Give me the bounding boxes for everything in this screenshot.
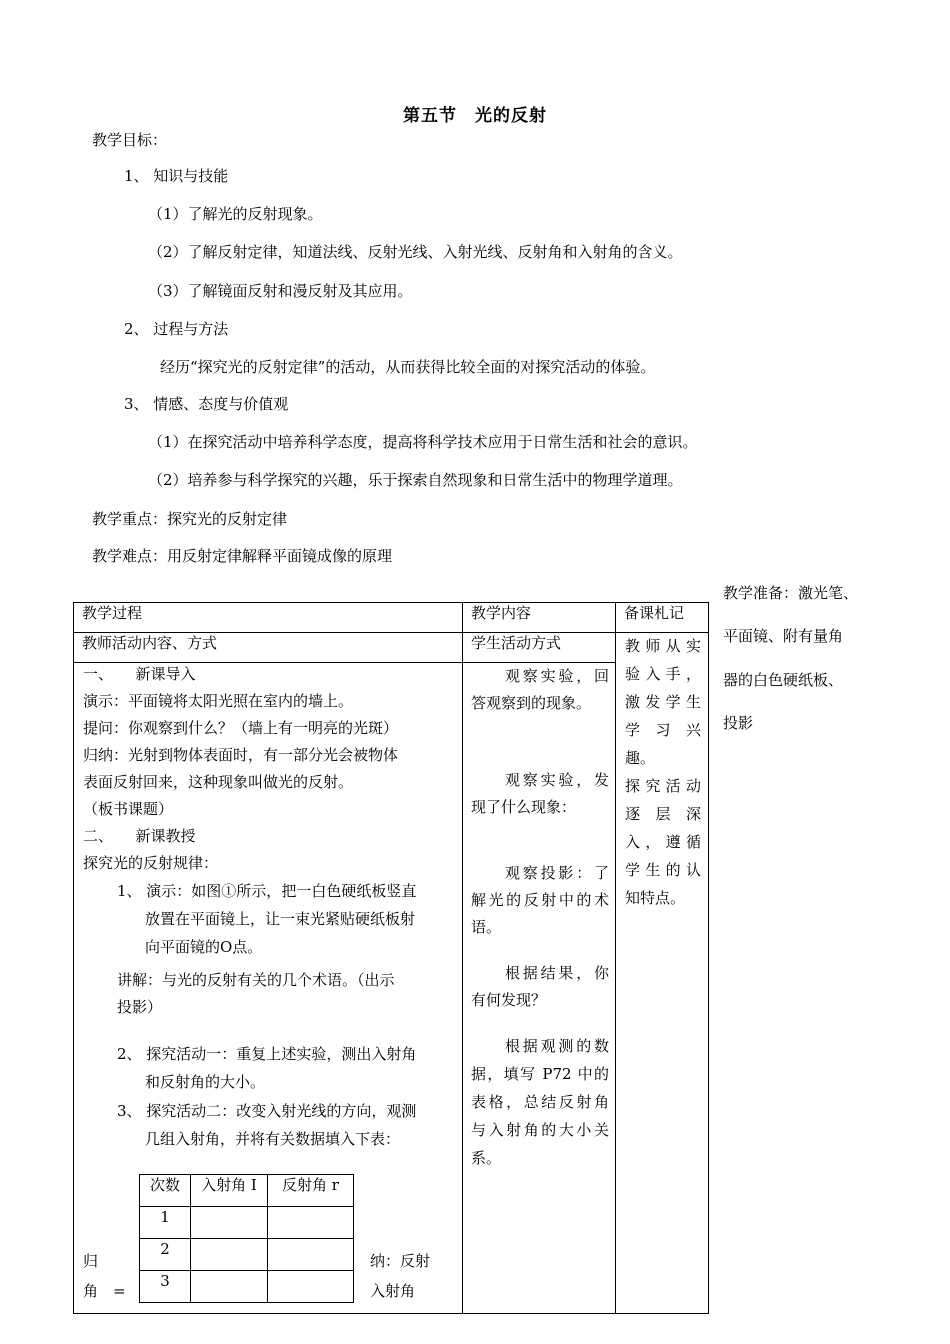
student-line: 语。 bbox=[471, 918, 502, 936]
teacher-line: 放置在平面镜上，让一束光紧贴硬纸板射 bbox=[145, 910, 416, 928]
student-line: 现了什么现象： bbox=[471, 798, 577, 816]
data-cell-empty bbox=[191, 1271, 268, 1303]
data-cell-empty bbox=[268, 1271, 354, 1303]
page-title: 第五节 光的反射 bbox=[403, 106, 547, 126]
teacher-line: 几组入射角，并将有关数据填入下表： bbox=[145, 1130, 401, 1148]
knowledge-item-3: （3）了解镜面反射和漫反射及其应用。 bbox=[148, 282, 413, 300]
notes-cell bbox=[616, 633, 709, 1314]
student-line: 答观察到的现象。 bbox=[471, 694, 592, 712]
teacher-line: 1、 演示：如图①所示，把一白色硬纸板竖直 bbox=[117, 882, 417, 900]
teacher-line: 演示：平面镜将太阳光照在室内的墙上。 bbox=[83, 692, 354, 710]
data-header-incidence: 入射角 I bbox=[191, 1175, 268, 1207]
teacher-line: 向平面镜的O点。 bbox=[145, 938, 263, 956]
note-line: 激发学生 bbox=[625, 693, 701, 711]
knowledge-item-1: （1）了解光的反射现象。 bbox=[148, 205, 323, 223]
subheader-student: 学生活动方式 bbox=[463, 633, 616, 663]
note-line: 知特点。 bbox=[625, 889, 686, 907]
student-line: 观察投影：了 bbox=[505, 864, 609, 882]
note-line: 入，遵循 bbox=[625, 833, 701, 851]
emotion-heading: 3、 情感、态度与价值观 bbox=[124, 395, 289, 413]
header-notes: 备课札记 bbox=[616, 603, 709, 633]
note-line: 验入手， bbox=[625, 665, 701, 683]
emotion-item-1: （1）在探究活动中培养科学态度，提高将科学技术应用于日常生活和社会的意识。 bbox=[148, 433, 698, 451]
data-cell-empty bbox=[191, 1207, 268, 1239]
conclusion-right: 纳：反射 bbox=[370, 1252, 431, 1270]
process-heading: 2、 过程与方法 bbox=[124, 320, 229, 338]
data-row-number: 1 bbox=[140, 1207, 191, 1239]
subheader-teacher: 教师活动内容、方式 bbox=[74, 633, 463, 663]
student-line: 观察实验，回 bbox=[505, 667, 609, 685]
teacher-line: 和反射角的大小。 bbox=[145, 1073, 266, 1091]
data-row-number: 2 bbox=[140, 1239, 191, 1271]
student-line: 与入射角的大小关 bbox=[471, 1121, 609, 1139]
key-point: 教学重点：探究光的反射定律 bbox=[92, 510, 288, 528]
prep-line-2: 平面镜、附有量角 bbox=[723, 627, 844, 645]
data-cell-empty bbox=[191, 1239, 268, 1271]
student-line: 根据观测的数 bbox=[505, 1037, 609, 1055]
prep-line-3: 器的白色硬纸板、 bbox=[723, 671, 844, 689]
conclusion-left: 归 bbox=[83, 1252, 99, 1270]
student-line: 观察实验，发 bbox=[505, 771, 609, 789]
note-line: 学习兴 bbox=[625, 721, 701, 739]
prep-line-4: 投影 bbox=[723, 714, 754, 732]
student-line: 据，填写 P72 中的 bbox=[471, 1065, 609, 1083]
conclusion-right: 入射角 bbox=[370, 1282, 416, 1300]
teacher-line: （板书课题） bbox=[83, 800, 174, 818]
objectives-heading: 教学目标： bbox=[92, 131, 168, 149]
teacher-line: 探究光的反射规律： bbox=[83, 854, 219, 872]
data-header-count: 次数 bbox=[140, 1175, 191, 1207]
note-line: 教师从实 bbox=[625, 637, 701, 655]
data-row-number: 3 bbox=[140, 1271, 191, 1303]
teacher-line: 2、 探究活动一：重复上述实验，测出入射角 bbox=[117, 1045, 417, 1063]
teacher-line: 3、 探究活动二：改变入射光线的方向，观测 bbox=[117, 1102, 417, 1120]
knowledge-heading: 1、 知识与技能 bbox=[124, 167, 229, 185]
data-table bbox=[139, 1174, 354, 1303]
teacher-line: 二、 新课教授 bbox=[83, 827, 196, 845]
teacher-line: 表面反射回来，这种现象叫做光的反射。 bbox=[83, 773, 354, 791]
data-header-reflection: 反射角 r bbox=[268, 1175, 354, 1207]
prep-line-1: 教学准备：激光笔、 bbox=[723, 584, 859, 602]
note-line: 探究活动 bbox=[625, 777, 701, 795]
student-activity-cell bbox=[463, 663, 616, 1314]
knowledge-item-2: （2）了解反射定律，知道法线、反射光线、入射光线、反射角和入射角的含义。 bbox=[148, 243, 683, 261]
teacher-line: 提问：你观察到什么？（墙上有一明亮的光斑） bbox=[83, 719, 399, 737]
teacher-line: 投影） bbox=[117, 998, 163, 1016]
data-cell-empty bbox=[268, 1207, 354, 1239]
note-line: 学生的认 bbox=[625, 861, 701, 879]
teacher-line: 归纳：光射到物体表面时，有一部分光会被物体 bbox=[83, 746, 399, 764]
student-line: 表格，总结反射角 bbox=[471, 1093, 609, 1111]
student-line: 解光的反射中的术 bbox=[471, 891, 609, 909]
note-line: 趣。 bbox=[625, 749, 656, 767]
conclusion-left: 角 = bbox=[83, 1282, 126, 1300]
header-content: 教学内容 bbox=[463, 603, 616, 633]
student-line: 系。 bbox=[471, 1149, 502, 1167]
note-line: 逐层深 bbox=[625, 805, 701, 823]
emotion-item-2: （2）培养参与科学探究的兴趣，乐于探索自然现象和日常生活中的物理学道理。 bbox=[148, 471, 683, 489]
difficult-point: 教学难点：用反射定律解释平面镜成像的原理 bbox=[92, 547, 393, 565]
header-process: 教学过程 bbox=[74, 603, 463, 633]
student-line: 根据结果，你 bbox=[505, 964, 609, 982]
teacher-line: 一、 新课导入 bbox=[83, 665, 196, 683]
student-line: 有何发现？ bbox=[471, 991, 547, 1009]
process-item: 经历“探究光的反射定律”的活动，从而获得比较全面的对探究活动的体验。 bbox=[160, 358, 656, 376]
data-cell-empty bbox=[268, 1239, 354, 1271]
teacher-line: 讲解：与光的反射有关的几个术语。（出示 bbox=[117, 971, 395, 989]
